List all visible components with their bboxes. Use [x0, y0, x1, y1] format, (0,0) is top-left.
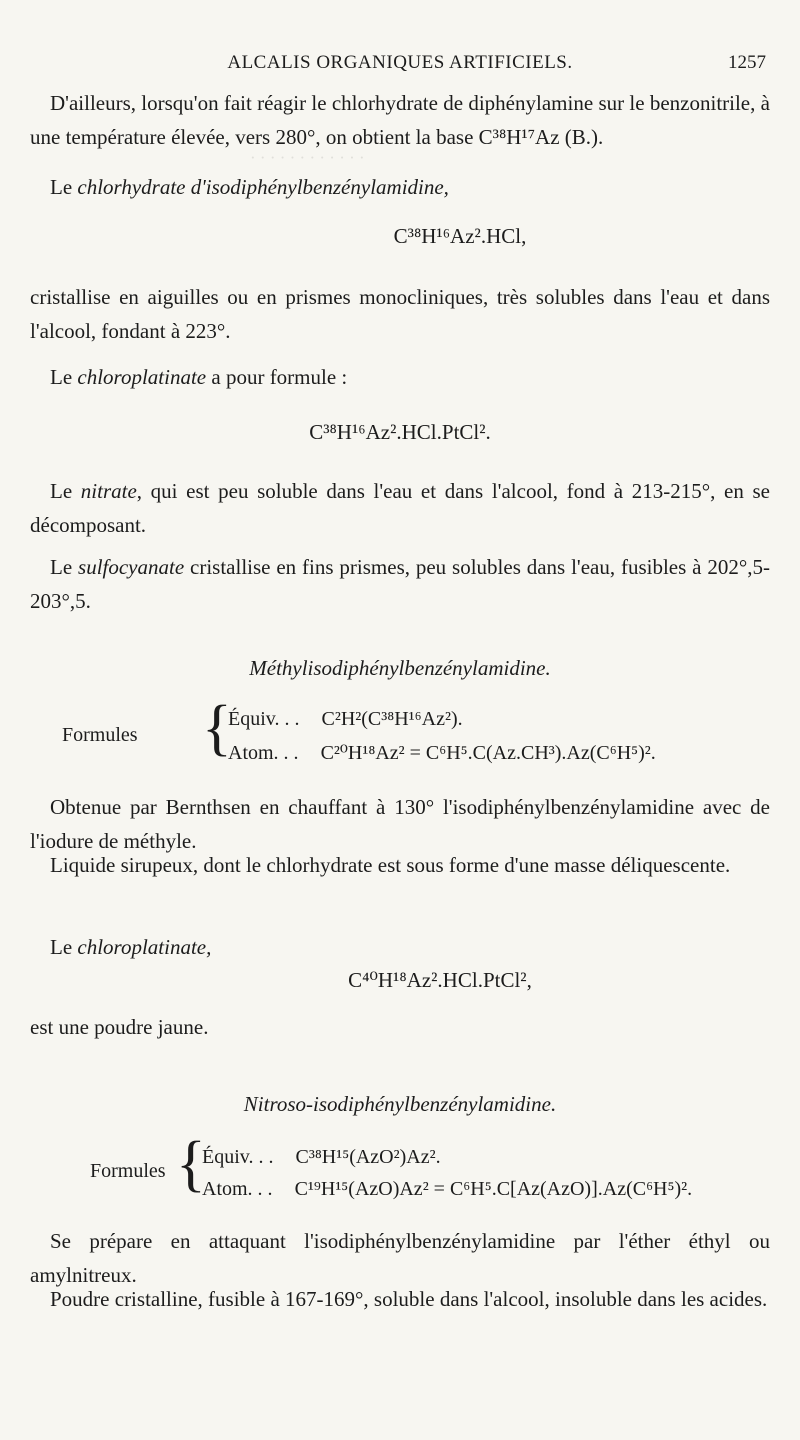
formules-label-2: Formules: [90, 1160, 166, 1182]
atom-label-2: Atom. . .: [202, 1178, 273, 1200]
paragraph-2: [30, 170, 770, 204]
equiv-formula-2: C³⁸H¹⁵(AzO²)Az².: [295, 1146, 441, 1168]
formula-2: C³⁸H¹⁶Az².HCl.PtCl².: [309, 420, 491, 444]
para6-suffix: cristallise en fins prismes, peu solubles dans l'eau, fusibles à 202°,5-203°,5.: [30, 555, 770, 613]
formula-1: C³⁸H¹⁶Az².HCl,: [393, 224, 527, 248]
atom-formula: C²⁰H¹⁸Az² = C⁶H⁵.C(Az.CH³).Az(C⁶H⁵)².: [320, 742, 656, 764]
paragraph-10: est une poudre jaune.: [30, 1015, 209, 1039]
paragraph-11: Se prépare en attaquant l'isodiphénylbenzénylamidine par l'éther éthyl ou amylnitreux.: [30, 1229, 770, 1287]
equiv-row: [228, 708, 463, 731]
para4-suffix: a pour formule :: [206, 365, 348, 389]
show-through: · · · · · · · · · · · ·: [250, 148, 365, 167]
para6-italic: sulfocyanate: [78, 555, 185, 579]
formules-label: Formules: [62, 724, 138, 746]
paragraph-12: Poudre cristalline, fusible à 167-169°, soluble dans l'alcool, insoluble dans les acides.: [50, 1287, 768, 1311]
para4-italic: chloroplatinate: [77, 365, 207, 389]
para9-prefix: Le: [50, 935, 78, 959]
brace-icon-2: {: [176, 1130, 206, 1198]
paragraph-9: [30, 930, 770, 964]
paragraph-4: [30, 360, 770, 394]
paragraph-1: D'ailleurs, lorsqu'on fait réagir le chlorhydrate de diphénylamine sur le benzonitrile, à une température élevée, vers 280°, on obtient la base C³⁸H¹⁷Az (B.).: [30, 91, 770, 149]
atom-row: [228, 740, 656, 765]
para5-suffix: , qui est peu soluble dans l'eau et dans l'alcool, fond à 213-215°, en se décomposant.: [30, 479, 770, 537]
header-title: ALCALIS ORGANIQUES ARTIFICIELS.: [227, 52, 573, 73]
atom-formula-2: C¹⁹H¹⁵(AzO)Az² = C⁶H⁵.C[Az(AzO)].Az(C⁶H⁵)².: [294, 1178, 693, 1200]
para9-italic: chloroplatinate,: [77, 935, 212, 959]
para6-prefix: Le: [50, 555, 79, 579]
section-title-methyl: Méthylisodiphénylbenzénylamidine.: [249, 656, 551, 680]
paragraph-6: [30, 550, 770, 618]
atom-label: Atom. . .: [228, 742, 299, 764]
running-header: [0, 52, 800, 82]
para2-italic: chlorhydrate d'isodiphénylbenzénylamidine,: [77, 175, 449, 199]
para5-prefix: Le: [50, 479, 81, 503]
equiv-label-2: Équiv. . .: [202, 1146, 274, 1168]
page-number: 1257: [728, 52, 766, 73]
atom-row-2: [202, 1178, 692, 1201]
brace-icon: {: [202, 694, 232, 762]
paragraph-3: cristallise en aiguilles ou en prismes monocliniques, très solubles dans l'eau et dans l'alcool, fondant à 223°.: [30, 285, 770, 343]
equiv-formula: C²H²(C³⁸H¹⁶Az²).: [321, 708, 463, 730]
section-title-nitroso: Nitroso-isodiphénylbenzénylamidine.: [243, 1092, 557, 1116]
paragraph-7: Obtenue par Bernthsen en chauffant à 130° l'isodiphénylbenzénylamidine avec de l'iodure de méthyle.: [30, 795, 770, 853]
equiv-label: Équiv. . .: [228, 708, 300, 730]
para4-prefix: Le: [50, 365, 78, 389]
formula-3: C⁴⁰H¹⁸Az².HCl.PtCl²,: [348, 968, 532, 992]
para5-italic: nitrate: [80, 479, 137, 503]
paragraph-8: Liquide sirupeux, dont le chlorhydrate est sous forme d'une masse déliquescente.: [50, 853, 731, 877]
para2-prefix: Le: [50, 175, 78, 199]
equiv-row-2: [202, 1146, 441, 1169]
paragraph-5: [30, 474, 770, 542]
